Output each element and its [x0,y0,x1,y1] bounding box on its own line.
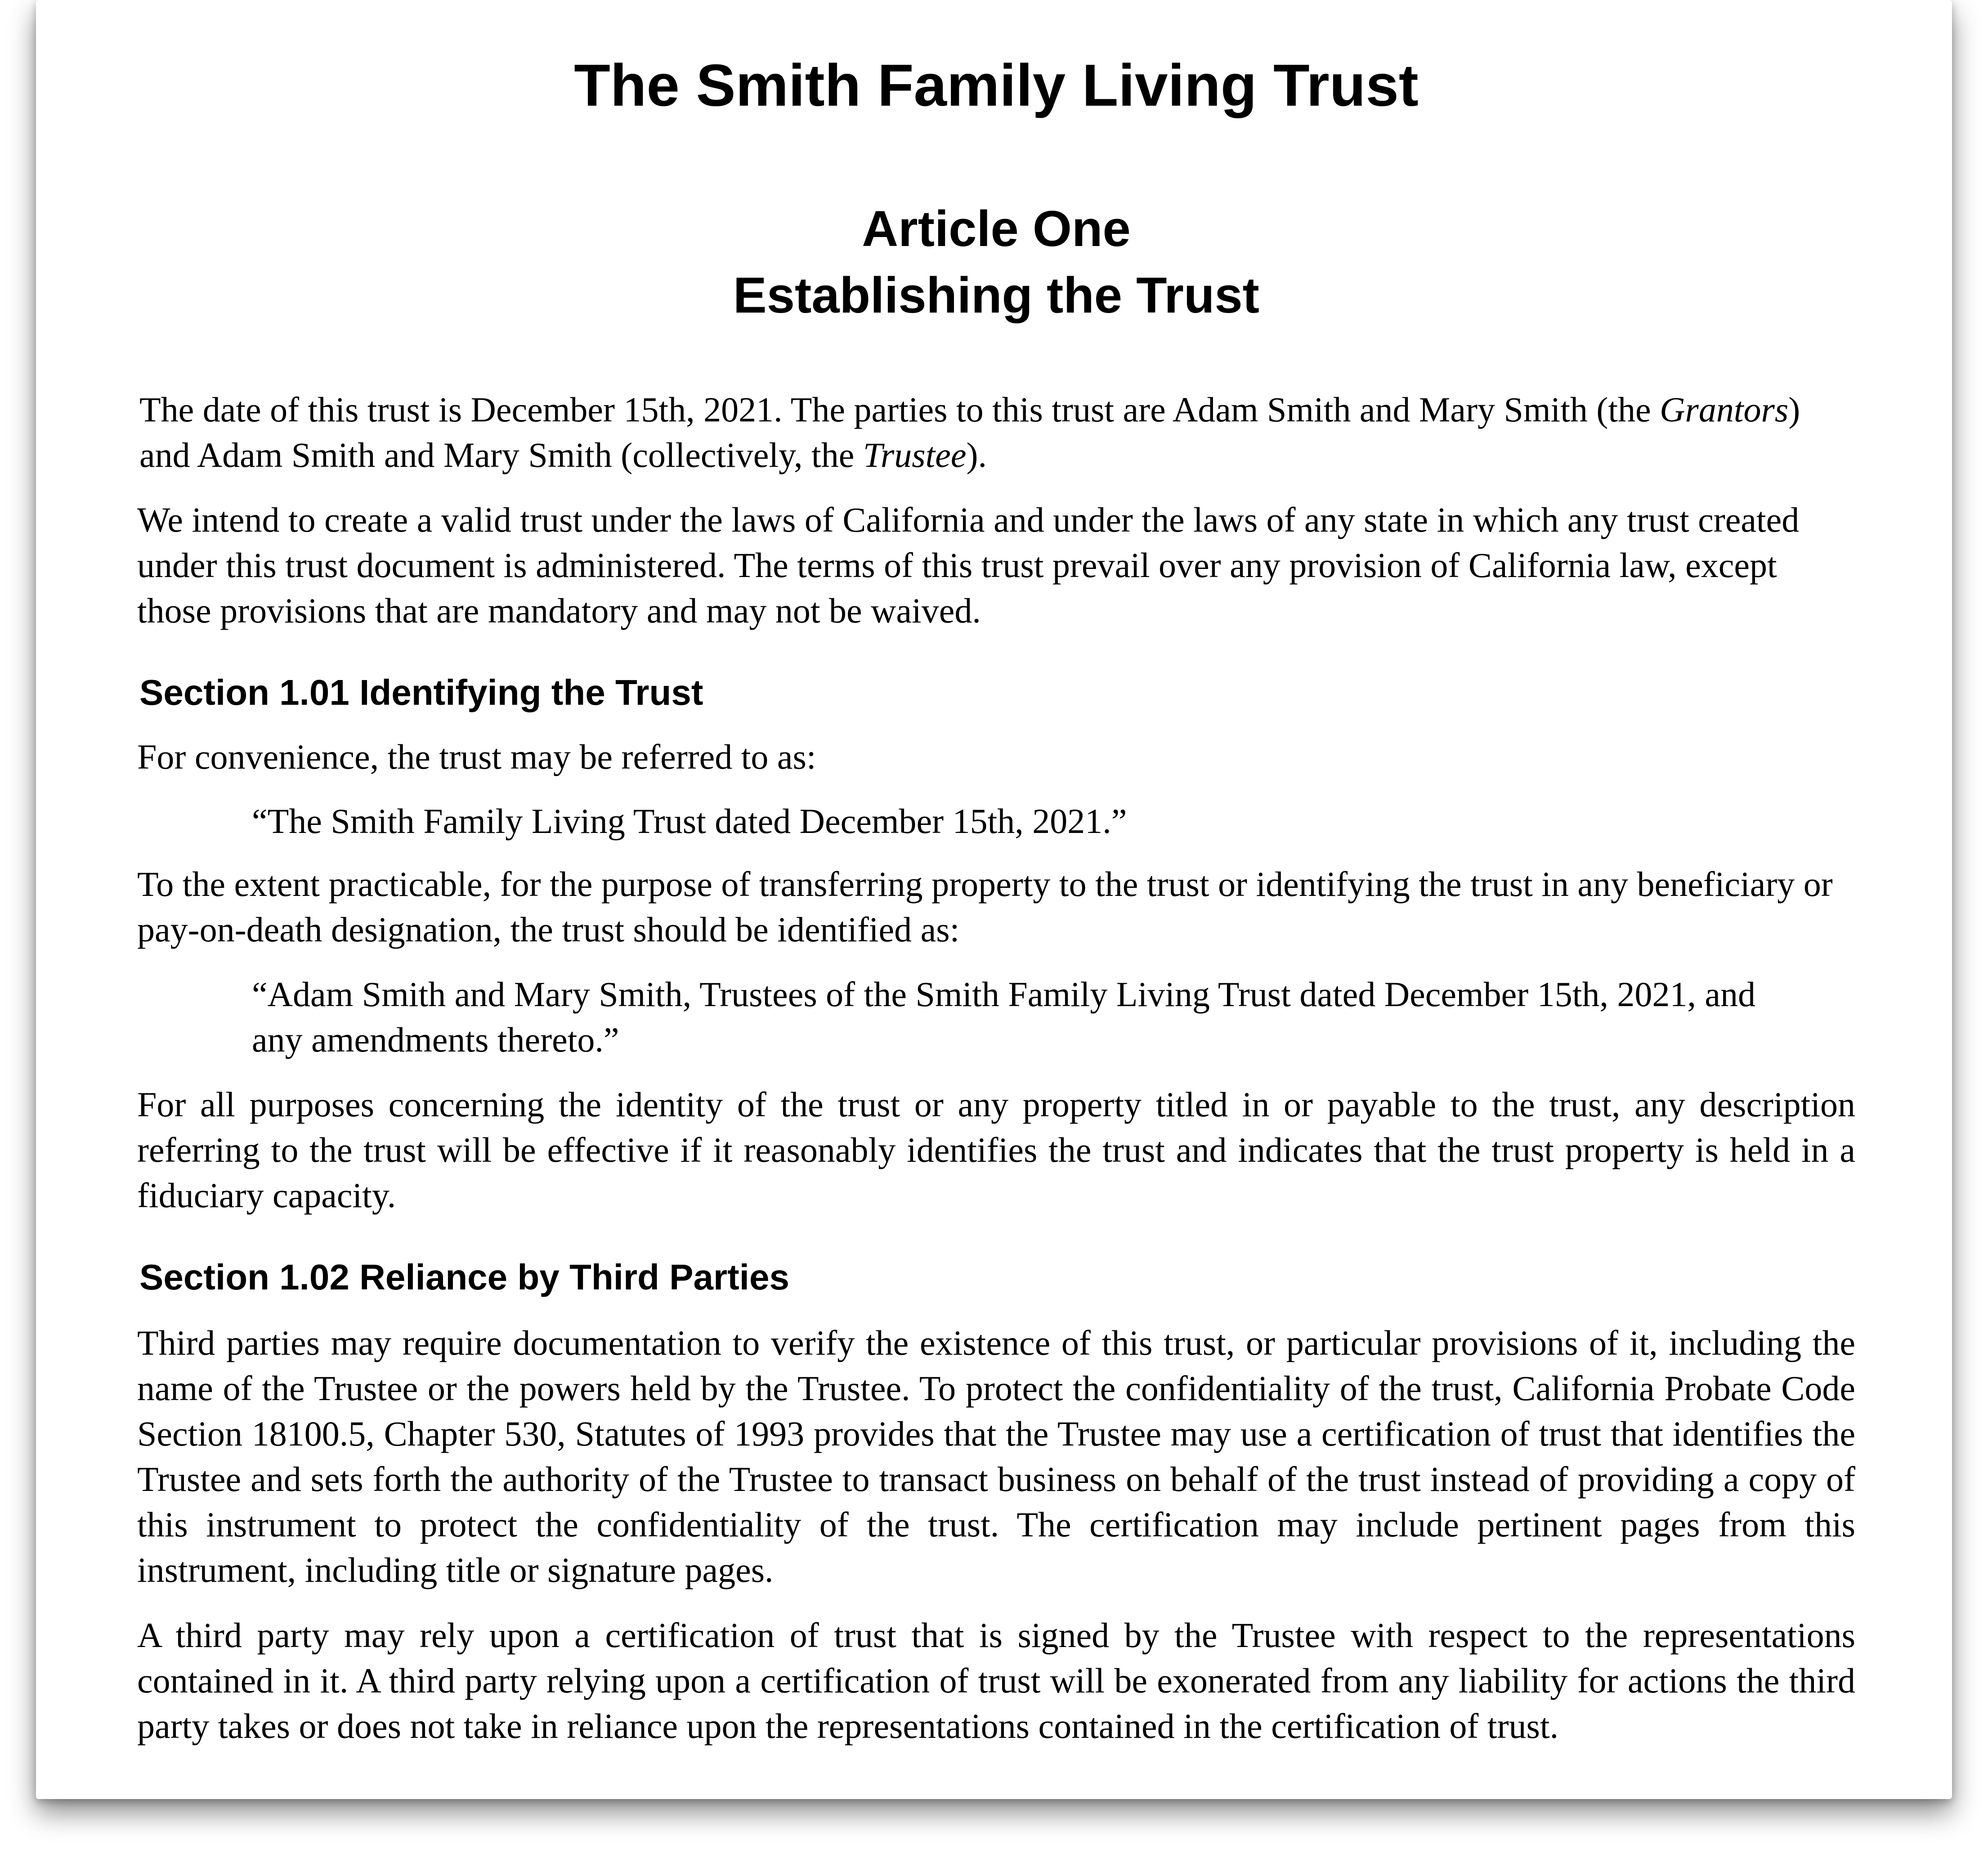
trustee-term: Trustee [863,435,967,474]
intro-paragraph-parties: The date of this trust is December 15th, 2021. The parties to this trust are Adam Smith and Mary Smith (the Grantors) and Adam Smith and Mary Smith (collectively, the Trustee). [139,390,1800,474]
section-102-reliance-paragraph: A third party may rely upon a certification of trust that is signed by the Trustee with respect to the representations contained in it. A third party relying upon a certification of trust will be exonerated from any liability for actions the third party takes or does not take in reliance upon the representations contained in the certification of trust. [137,1616,1855,1746]
article-number: Article One [862,201,1131,257]
intro-paragraph-governing-law: We intend to create a valid trust under the laws of California and under the laws of any state in which any trust created under this trust document is administered. The terms of this trust prevail over any provision of California law, except those provisions that are mandatory and may not be waived. [137,500,1800,630]
section-101-quote-short-name: “The Smith Family Living Trust dated December 15th, 2021.” [252,801,1127,841]
section-102-heading: Section 1.02 Reliance by Third Parties [139,1257,789,1297]
article-heading [137,196,1855,329]
grantors-term: Grantors [1660,390,1789,429]
section-101-intro: For convenience, the trust may be referred to as: [137,737,816,776]
section-101-heading: Section 1.01 Identifying the Trust [139,672,703,712]
article-name: Establishing the Trust [733,267,1259,323]
section-101-quote-full-name: “Adam Smith and Mary Smith, Trustees of the Smith Family Living Trust dated December 15th, 2021, and any amendments thereto.” [252,975,1755,1059]
section-101-description-paragraph: For all purposes concerning the identity of the trust or any property titled in or payable to the trust, any description referring to the trust will be effective if it reasonably identifies the trust and indicates that the trust property is held in a fiduciary capacity. [137,1085,1855,1215]
document-title: The Smith Family Living Trust [574,52,1419,118]
section-102-documentation-paragraph: Third parties may require documentation to verify the existence of this trust, or particular provisions of it, including the name of the Trustee or the powers held by the Trustee. To protect the confidentiality of the trust, California Probate Code Section 18100.5, Chapter 530, Statutes of 1993 provides that the Trustee may use a certification of trust that identifies the Trustee and sets forth the authority of the Trustee to transact business on behalf of the trust instead of providing a copy of this instrument to protect the confidentiality of the trust. The certification may include pertinent pages from this instrument, including title or signature pages. [137,1323,1855,1589]
document-page [36,0,1952,1799]
section-101-transfer-paragraph: To the extent practicable, for the purpose of transferring property to the trust or identifying the trust in any beneficiary or pay-on-death designation, the trust should be identified as: [137,864,1833,949]
